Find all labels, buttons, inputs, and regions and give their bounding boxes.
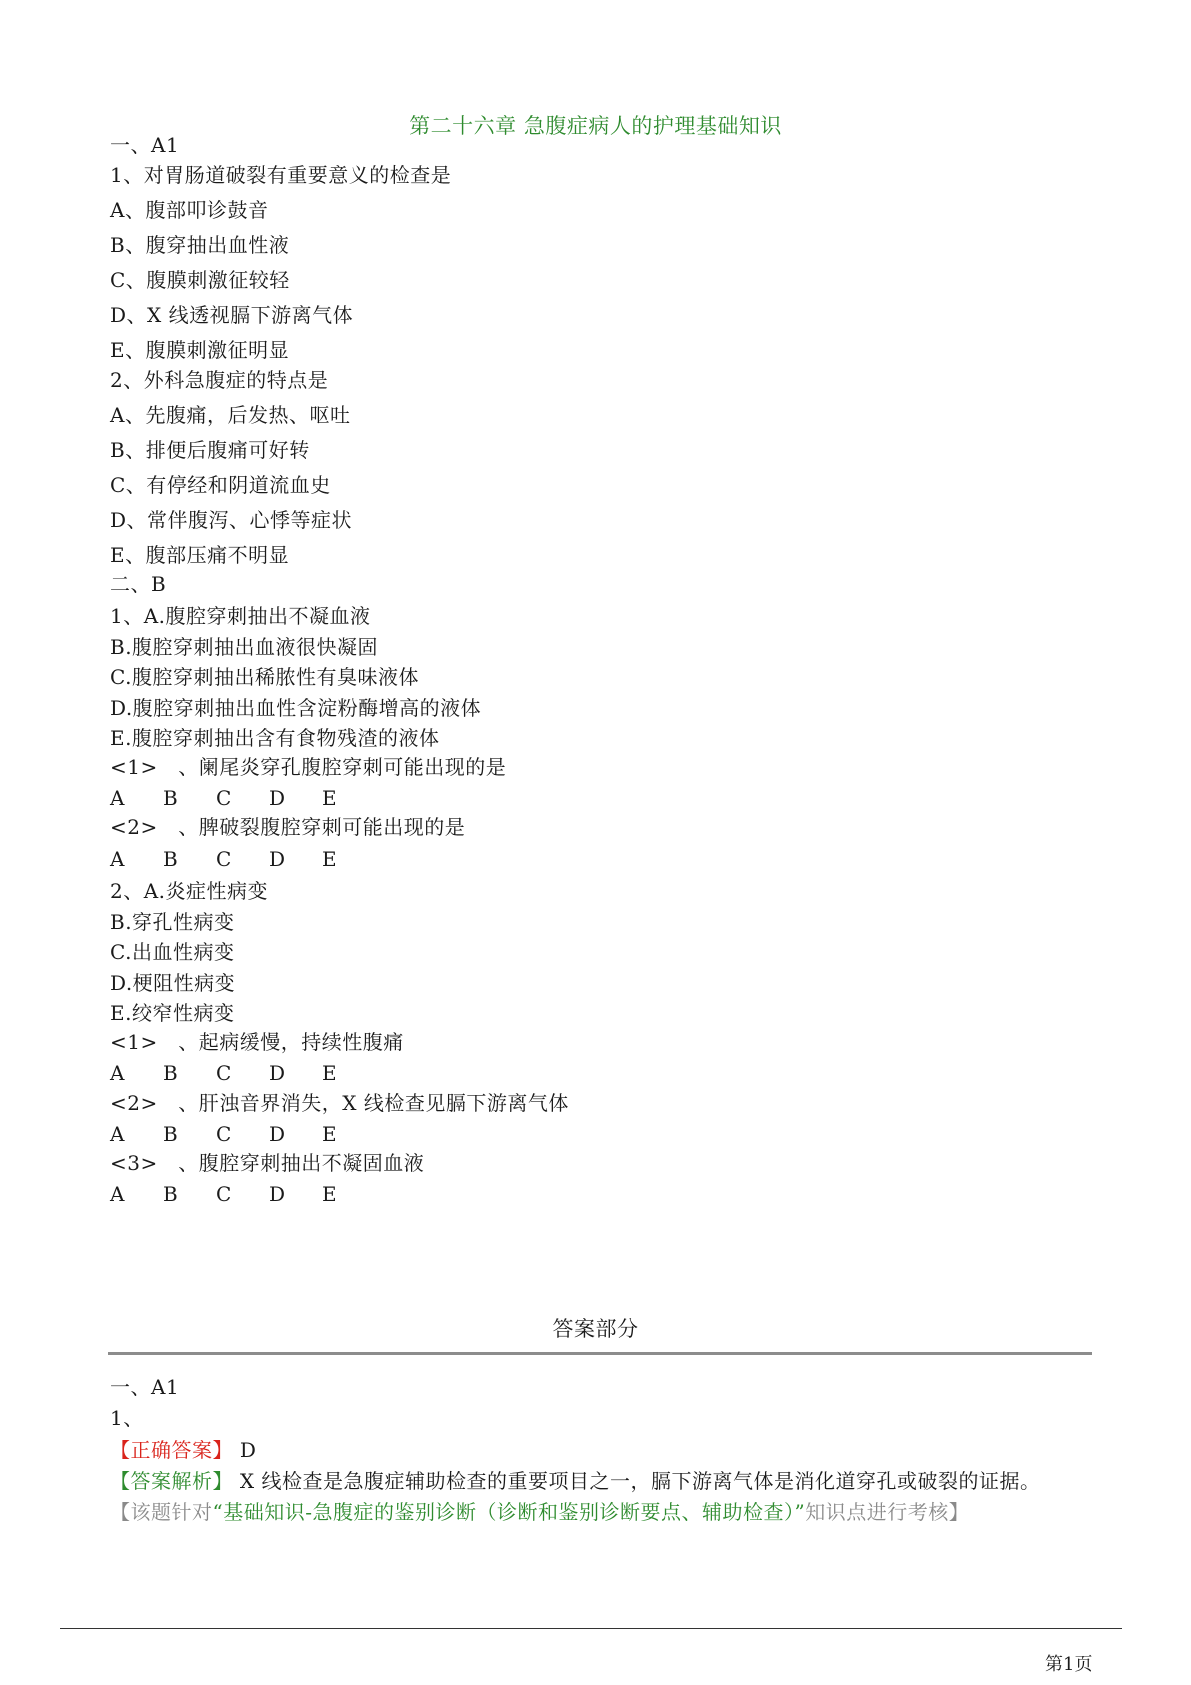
b1-sub-question-1: <1> 、阑尾炎穿孔腹腔穿刺可能出现的是 [110,755,507,779]
choice-c[interactable]: C [216,1182,232,1206]
choice-a[interactable]: A [110,847,125,871]
choice-e[interactable]: E [322,786,338,810]
choice-a[interactable]: A [110,1182,125,1206]
b2-sub-1-choices [110,1061,375,1085]
correct-answer-row [110,1438,256,1462]
b1-option-c: C.腹腔穿刺抽出稀脓性有臭味液体 [110,665,419,689]
q2-option-e: E、腹部压痛不明显 [110,543,290,567]
b2-sub-3-choices [110,1182,375,1206]
answer-1-number: 1、 [110,1406,144,1430]
b2-sub-question-1: <1> 、起病缓慢，持续性腹痛 [110,1030,404,1054]
b2-option-b: B.穿孔性病变 [110,910,235,934]
b2-option-a: 2、A.炎症性病变 [110,879,269,903]
knowledge-point-topic: “基础知识-急腹症的鉴别诊断（诊断和鉴别诊断要点、辅助检查）” [212,1500,806,1524]
analysis-text: X 线检查是急腹症辅助检查的重要项目之一，膈下游离气体是消化道穿孔或破裂的证据。 [239,1469,1041,1493]
b1-option-b: B.腹腔穿刺抽出血液很快凝固 [110,635,379,659]
choice-b[interactable]: B [163,1061,179,1085]
choice-c[interactable]: C [216,1061,232,1085]
choice-e[interactable]: E [322,1061,338,1085]
b1-option-d: D.腹腔穿刺抽出血性含淀粉酶增高的液体 [110,696,482,720]
b2-option-c: C.出血性病变 [110,940,235,964]
choice-b[interactable]: B [163,786,179,810]
q2-option-a: A、先腹痛，后发热、呕吐 [110,403,351,427]
choice-d[interactable]: D [269,1182,286,1206]
b1-sub-1-choices [110,786,375,810]
b1-sub-question-2: <2> 、脾破裂腹腔穿刺可能出现的是 [110,815,466,839]
b2-sub-question-3: <3> 、腹腔穿刺抽出不凝固血液 [110,1151,425,1175]
footer-rule [60,1628,1122,1629]
choice-d[interactable]: D [269,1061,286,1085]
choice-c[interactable]: C [216,786,232,810]
q1-option-d: D、X 线透视膈下游离气体 [110,303,354,327]
answer-analysis-row [110,1469,1040,1493]
b2-sub-2-choices [110,1122,375,1146]
choice-c[interactable]: C [216,1122,232,1146]
choice-d[interactable]: D [269,1122,286,1146]
q2-option-c: C、有停经和阴道流血史 [110,473,331,497]
choice-d[interactable]: D [269,786,286,810]
q2-option-d: D、常伴腹泻、心悸等症状 [110,508,353,532]
choice-c[interactable]: C [216,847,232,871]
b2-option-d: D.梗阻性病变 [110,971,236,995]
chapter-title: 第二十六章 急腹症病人的护理基础知识 [409,114,782,138]
analysis-label: 【答案解析】 [110,1469,233,1493]
knowledge-point-row [110,1500,969,1524]
correct-answer-label: 【正确答案】 [110,1438,233,1462]
answers-section-heading-a1: 一、A1 [110,1375,180,1399]
b1-option-e: E.腹腔穿刺抽出含有食物残渣的液体 [110,726,440,750]
question-1-stem: 1、对胃肠道破裂有重要意义的检查是 [110,163,452,187]
choice-b[interactable]: B [163,1182,179,1206]
choice-a[interactable]: A [110,786,125,810]
choice-b[interactable]: B [163,847,179,871]
section-heading-b: 二、B [110,572,167,596]
choice-b[interactable]: B [163,1122,179,1146]
answers-heading: 答案部分 [552,1317,639,1341]
section-divider [108,1352,1092,1355]
q1-option-c: C、腹膜刺激征较轻 [110,268,290,292]
b1-sub-2-choices [110,847,375,871]
b2-sub-question-2: <2> 、肝浊音界消失，X 线检查见膈下游离气体 [110,1091,569,1115]
choice-e[interactable]: E [322,1182,338,1206]
b1-option-a: 1、A.腹腔穿刺抽出不凝血液 [110,604,371,628]
knowledge-point-prefix: 【该题针对 [110,1500,213,1524]
q1-option-a: A、腹部叩诊鼓音 [110,198,269,222]
choice-a[interactable]: A [110,1061,125,1085]
section-heading-a1: 一、A1 [110,133,180,157]
b2-option-e: E.绞窄性病变 [110,1001,235,1025]
q1-option-b: B、腹穿抽出血性液 [110,233,290,257]
choice-a[interactable]: A [110,1122,125,1146]
choice-d[interactable]: D [269,847,286,871]
choice-e[interactable]: E [322,1122,338,1146]
page-number: 第1页 [1045,1654,1093,1675]
correct-answer-value: D [239,1438,257,1462]
q2-option-b: B、排便后腹痛可好转 [110,438,310,462]
choice-e[interactable]: E [322,847,338,871]
question-2-stem: 2、外科急腹症的特点是 [110,368,329,392]
knowledge-point-suffix: 知识点进行考核】 [805,1500,970,1524]
q1-option-e: E、腹膜刺激征明显 [110,338,290,362]
